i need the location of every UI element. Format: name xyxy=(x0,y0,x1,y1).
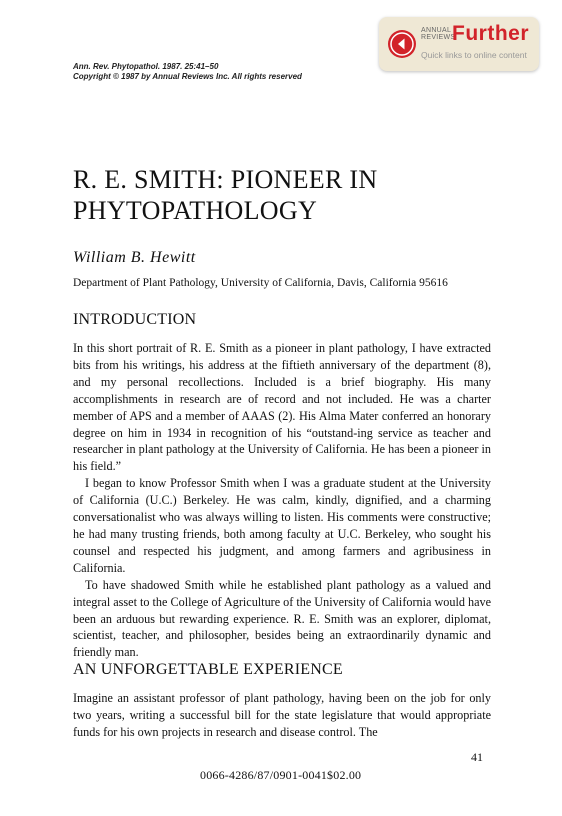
section-heading-experience: AN UNFORGETTABLE EXPERIENCE xyxy=(73,661,343,678)
further-badge[interactable] xyxy=(379,17,539,71)
price-code: 0066-4286/87/0901-0041$02.00 xyxy=(200,768,362,782)
paragraph: To have shadowed Smith while he established plant pathology as a valued and integral asset to the College of Agriculture of the University of California would have been an arduous but rewarding experience. R. E. Smith was an explorer, diplomat, scientist, teacher, and philosopher, besides being an extraordinarily dynamic and friendly man. xyxy=(73,577,491,660)
badge-subtitle: Quick links to online content xyxy=(421,50,527,60)
paragraph: I began to know Professor Smith when I was a graduate student at the University of California (U.C.) Berkeley. He was calm, kindly, dignified, and a charming conversationalist who was always willing to listen. His comments were constructive; he had many trusting friends, both among faculty at U.C. Berkeley, who sought his counsel and respected his judgment, and among farmers and agribusiness in California. xyxy=(73,476,491,575)
section-body-experience xyxy=(73,690,491,741)
badge-further-word: Further xyxy=(452,22,529,45)
play-icon[interactable] xyxy=(388,30,416,58)
badge-publisher: ANNUAL REVIEWS xyxy=(421,27,456,41)
section-body-introduction xyxy=(73,340,491,661)
page-number: 41 xyxy=(471,750,483,764)
paragraph: In this short portrait of R. E. Smith as a pioneer in plant pathology, I have extracted bits from his writings, his address at the fiftieth anniversary of the department (8), and my personal recollections. Included is a brief biography. His many accomplishments in research are of record and not included. He was a charter member of APS and a member of AAAS (2). His Alma Mater conferred an honorary degree on him in 1934 in recognition of his “outstand-ing service as teacher and researcher in plant pathology at the University of California. He has been a pioneer in his field.” xyxy=(73,341,491,474)
paragraph: Imagine an assistant professor of plant pathology, having been on the job for only two years, writing a successful bill for the state legislature that would appropriate funds for his own projects in research and disease control. The xyxy=(73,691,491,739)
author-affiliation: Department of Plant Pathology, University of California, Davis, California 95616 xyxy=(73,277,448,289)
citation-line: Ann. Rev. Phytopathol. 1987. 25:41–50 xyxy=(73,62,219,71)
author-name: William B. Hewitt xyxy=(73,249,196,266)
journal-citation xyxy=(73,62,302,82)
section-heading-introduction: INTRODUCTION xyxy=(73,311,197,328)
copyright-line: Copyright © 1987 by Annual Reviews Inc. All rights reserved xyxy=(73,72,302,81)
article-title: R. E. SMITH: PIONEER IN PHYTOPATHOLOGY xyxy=(73,165,378,225)
